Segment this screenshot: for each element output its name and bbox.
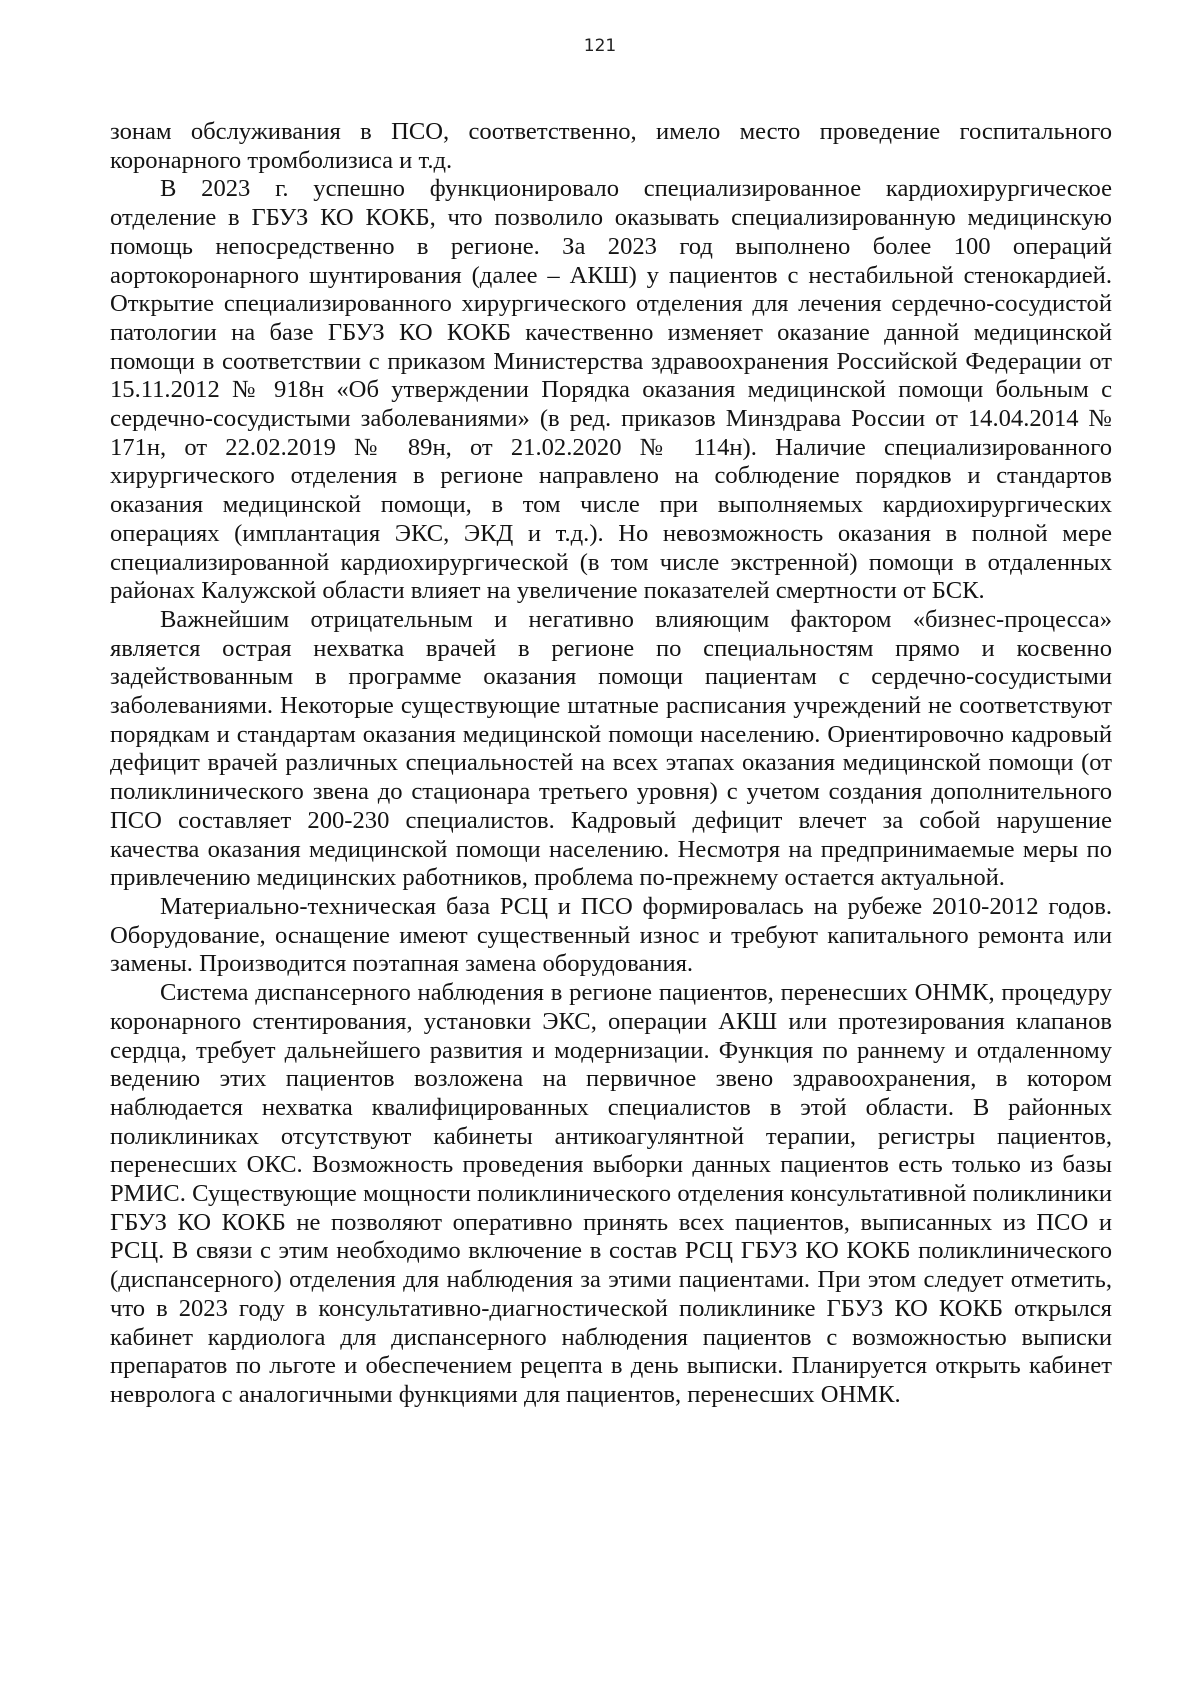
paragraph-4: Материально-техническая база РСЦ и ПСО формировалась на рубеже 2010-2012 годов. Оборудование, оснащение имеют существенный износ и требуют капитального ремонта или замены. Производится поэтапная замена оборудования.: [110, 892, 1112, 978]
paragraph-3: Важнейшим отрицательным и негативно влияющим фактором «бизнес-процесса» является острая нехватка врачей в регионе по специальностям прямо и косвенно задействованным в программе оказания помощи пациентам с сердечно-сосудистыми заболеваниями. Некоторые существующие штатные расписания учреждений не соответствуют порядкам и стандартам оказания медицинской помощи населению. Ориентировочно кадровый дефицит врачей различных специальностей на всех этапах оказания медицинской помощи (от поликлинического звена до стационара третьего уровня) с учетом создания дополнительного ПСО составляет 200-230 специалистов. Кадровый дефицит влечет за собой нарушение качества оказания медицинской помощи населению. Несмотря на предпринимаемые меры по привлечению медицинских работников, проблема по-прежнему остается актуальной.: [110, 605, 1112, 892]
paragraph-2: В 2023 г. успешно функционировало специализированное кардиохирургическое отделение в ГБУЗ КО КОКБ, что позволило оказывать специализированную медицинскую помощь непосредственно в регионе. За 2023 год выполнено более 100 операций аортокоронарного шунтирования (далее – АКШ) у пациентов с нестабильной стенокардией. Открытие специализированного хирургического отделения для лечения сердечно-сосудистой патологии на базе ГБУЗ КО КОКБ качественно изменяет оказание данной медицинской помощи в соответствии с приказом Министерства здравоохранения Российской Федерации от 15.11.2012 № 918н «Об утверждении Порядка оказания медицинской помощи больным с сердечно-сосудистыми заболеваниями» (в ред. приказов Минздрава России от 14.04.2014 № 171н, от 22.02.2019 № 89н, от 21.02.2020 № 114н). Наличие специализированного хирургического отделения в регионе направлено на соблюдение порядков и стандартов оказания медицинской помощи, в том числе при выполняемых кардиохирургических операциях (имплантация ЭКС, ЭКД и т.д.). Но невозможность оказания в полной мере специализированной кардиохирургической (в том числе экстренной) помощи в отдаленных районах Калужской области влияет на увеличение показателей смертности от БСК.: [110, 175, 1112, 605]
paragraph-1: зонам обслуживания в ПСО, соответственно, имело место проведение госпитального коронарного тромболизиса и т.д.: [110, 118, 1112, 174]
document-body: [110, 118, 1112, 1410]
page-number: 121: [583, 36, 617, 56]
paragraph-5: Система диспансерного наблюдения в регионе пациентов, перенесших ОНМК, процедуру коронарного стентирования, установки ЭКС, операции АКШ или протезирования клапанов сердца, требует дальнейшего развития и модернизации. Функция по раннему и отдаленному ведению этих пациентов возложена на первичное звено здравоохранения, в котором наблюдается нехватка квалифицированных специалистов в этой области. В районных поликлиниках отсутствуют кабинеты антикоагулянтной терапии, регистры пациентов, перенесших ОКС. Возможность проведения выборки данных пациентов есть только из базы РМИС. Существующие мощности поликлинического отделения консультативной поликлиники ГБУЗ КО КОКБ не позволяют оперативно принять всех пациентов, выписанных из ПСО и РСЦ. В связи с этим необходимо включение в состав РСЦ ГБУЗ КО КОКБ поликлинического (диспансерного) отделения для наблюдения за этими пациентами. При этом следует отметить, что в 2023 году в консультативно-диагностической поликлинике ГБУЗ КО КОКБ открылся кабинет кардиолога для диспансерного наблюдения пациентов с возможностью выписки препаратов по льготе и обеспечением рецепта в день выписки. Планируется открыть кабинет невролога с аналогичными функциями для пациентов, перенесших ОНМК.: [110, 979, 1112, 1408]
